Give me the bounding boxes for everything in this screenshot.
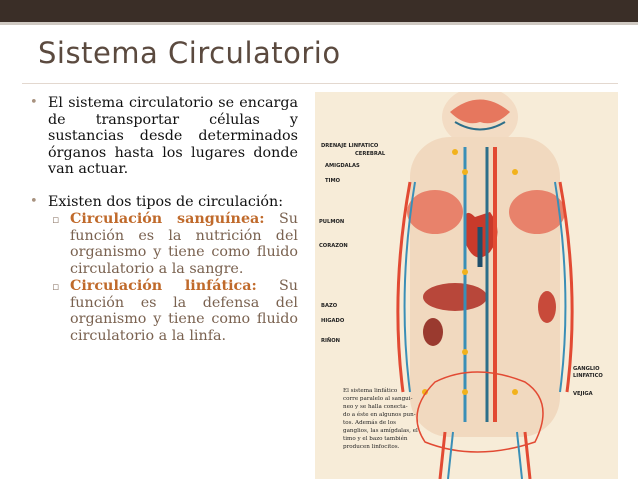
label-bazo: BAZO bbox=[321, 303, 338, 309]
liver-shape bbox=[423, 283, 487, 311]
slide-title: Sistema Circulatorio bbox=[38, 36, 341, 70]
label-linfatico: LINFATICO bbox=[573, 373, 603, 379]
caption-line: tos. Además de los bbox=[343, 420, 396, 426]
label-rinon: RIÑON bbox=[321, 338, 341, 344]
bullet-text: El sistema circulatorio se encarga de transportar células y sustancias desde determinados órganos hasta los lugares donde van actuar. bbox=[48, 95, 298, 177]
sub-bullet-text: Su función es la nutrición del organismo y tiene como fluido circulatorio a la sangre. bbox=[70, 211, 298, 277]
spleen-shape bbox=[538, 291, 556, 323]
label-pulmon: PULMON bbox=[319, 219, 345, 225]
label-ganglio: GANGLIO bbox=[573, 366, 600, 372]
top-bar-accent bbox=[0, 22, 638, 25]
square-bullet-icon: ▫ bbox=[52, 280, 60, 293]
left-kidney bbox=[423, 318, 443, 346]
sub-bullet-sanguinea bbox=[30, 211, 298, 277]
caption-line: do a éste en algunos pun- bbox=[343, 412, 416, 418]
square-bullet-icon: ▫ bbox=[52, 213, 60, 226]
caption-line: producen linfocitos. bbox=[343, 444, 400, 450]
leg-veins bbox=[448, 432, 522, 479]
sub-bullet-linfatica bbox=[30, 278, 298, 344]
label-amigdalas: AMIGDALAS bbox=[325, 163, 360, 169]
label-higado: HIGADO bbox=[321, 318, 345, 324]
bullet-text: Existen dos tipos de circulación: bbox=[48, 193, 284, 210]
slide-body bbox=[30, 95, 298, 344]
bullet-definition bbox=[30, 95, 298, 178]
label-cerebral: CEREBRAL bbox=[355, 151, 386, 157]
label-timo: TIMO bbox=[325, 178, 341, 184]
bullet-dot-icon: • bbox=[30, 193, 38, 209]
sub-bullet-term: Circulación linfática: bbox=[70, 278, 257, 294]
torso-shape bbox=[410, 137, 560, 437]
left-lung bbox=[407, 190, 463, 234]
label-drenaje: DRENAJE LINFATICO bbox=[321, 143, 379, 149]
label-corazon: CORAZON bbox=[319, 243, 348, 249]
circulatory-diagram bbox=[315, 92, 618, 479]
caption-line: neo y se halla conecta- bbox=[343, 404, 408, 410]
sub-bullet-term: Circulación sanguínea: bbox=[70, 211, 265, 227]
leg-arteries bbox=[440, 432, 530, 479]
bullet-types bbox=[30, 194, 298, 211]
top-bar bbox=[0, 0, 638, 22]
caption-line: timo y el bazo también bbox=[343, 436, 408, 442]
caption-line: El sistema linfático bbox=[343, 388, 398, 394]
sub-bullet-text: Su función es la defensa del organismo y tiene como fluido circulatorio a la linfa. bbox=[70, 278, 299, 344]
caption-line: corre paralelo al sangui- bbox=[343, 396, 413, 402]
caption-line: ganglios, las amígdalas, el bbox=[343, 428, 418, 434]
label-vejiga: VEJIGA bbox=[573, 391, 593, 397]
title-divider bbox=[22, 83, 618, 84]
bullet-dot-icon: • bbox=[30, 95, 38, 110]
circulatory-illustration bbox=[315, 92, 618, 479]
